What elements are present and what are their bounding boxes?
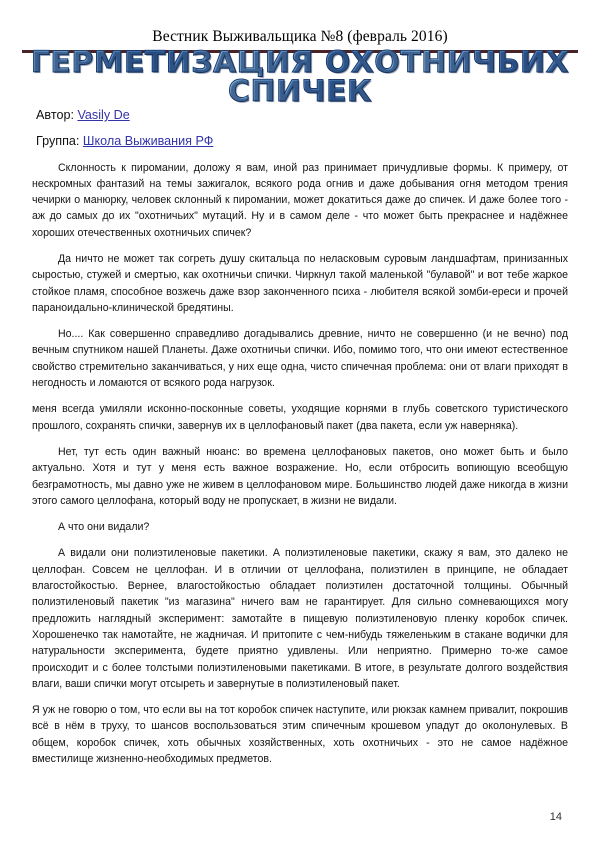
- author-line: [36, 108, 600, 124]
- page-number: 14: [549, 811, 562, 823]
- article-paragraph: Да ничто не может так согреть душу скитальца по неласковым суровым ландшафтам, принизанных сыростью, стужей и смертью, как охотничьи спички. Чиркнул такой маленькой "булавой" и вот тебе жаркое стойкое пламя, способное возжечь даже взор законченного психа - любителя всякой зомби-ереси и прочей параноидально-клинической бредятины.: [32, 253, 568, 314]
- article-paragraph: Но.... Как совершенно справедливо догадывались древние, ничто не совершенно (и не вечно) под вечным спутником нашей Планеты. Даже охотничьи спички. Ибо, помимо того, что они имеют естественное свойство стремительно заканчиваться, у них еще одна, чисто спичечная проблема: они от влаги приходят в негодность и ломаются от всякого рода нагрузок.: [32, 328, 568, 390]
- author-link[interactable]: Vasily De: [77, 108, 130, 123]
- masthead-title: Вестник Выживальщика №8 (февраль 2016): [152, 28, 448, 45]
- article-title-banner: [0, 45, 600, 109]
- group-label: Группа:: [36, 133, 80, 148]
- article-title: ГЕРМЕТИЗАЦИЯ ОХОТНИЧЬИХ СПИЧЕК: [0, 48, 600, 106]
- article-paragraph: меня всегда умиляли исконно-посконные советы, уходящие корнями в глубь советского туристического прошлого, сохранять спички, завернув их в целлофановый пакет (два пакета, если уж наверняка).: [32, 403, 568, 432]
- article-paragraph: Я уж не говорю о том, что если вы на тот коробок спичек наступите, или рюкзак камнем привалит, покрошив всё в нём в труху, то шансов воспользоваться этим спичечным крошевом упадут до околонулевых. В общем, коробок спичек, хоть обычных хозяйственных, хоть охотничьих - это не самое надёжное вместилище жизненно-необходимых предметов.: [32, 704, 568, 766]
- article-paragraph: А видали они полиэтиленовые пакетики. А полиэтиленовые пакетики, скажу я вам, это далеко не целлофан. Совсем не целлофан. И в отличии от целлофана, полиэтилен в принципе, не обладает влагостойкостью. Вернее, влагостойкостью обладает полиэтилен достаточной толщины. Обычный полиэтиленовый пакетик "из магазина" ничего вам не гарантирует. Для сильно сомневающихся могу предложить наглядный эксперимент: замотайте в пищевую полиэтиленовую пленку коробок спичек. Хорошенечко так намотайте, не жадничая. И притопите с чем-нибудь тяжеленьким в стакане водички для натуральности эксперимента, будете приятно удивлены. Или неприятно. Примерно то-же самое происходит и с более толстыми полиэтиленовыми пакетиками. В итоге, в результате долгого воздействия влаги, ваши спички могут отсыреть и завернутые в полиэтиленовый пакет.: [32, 547, 568, 690]
- article-paragraph: А что они видали?: [58, 521, 150, 534]
- group-line: [36, 134, 600, 150]
- group-link[interactable]: Школа Выживания РФ: [82, 133, 214, 148]
- article-metadata: [36, 108, 600, 149]
- article-paragraph: Нет, тут есть один важный нюанс: во времена целлофановых пакетов, оно может быть и было актуально. Хотя и тут у меня есть важное возражение. Но, если отбросить вопиющую всеобщую безграмотность, мы давно уже не живем в целлофановом мире. Большинство людей даже никогда в жизни этого самого целлофана, который воду не пропускает, в жизни не видали.: [32, 445, 568, 507]
- author-label: Автор:: [36, 108, 74, 123]
- article-body: [32, 160, 568, 768]
- article-paragraph: Склонность к пиромании, доложу я вам, иной раз принимает причудливые формы. К примеру, от нескромных фантазий на темы зажигалок, всякого рода огнив и даже добывания огня методом трения чечирки о манюрку, человек склонный к пиромании, может докатиться даже до спичек. И даже более того - аж до самых до их "охотничьих" мутаций. Ну и в самом деле - что может быть прекраснее и надёжнее хороших отечественных охотничьих спичек?: [32, 161, 568, 239]
